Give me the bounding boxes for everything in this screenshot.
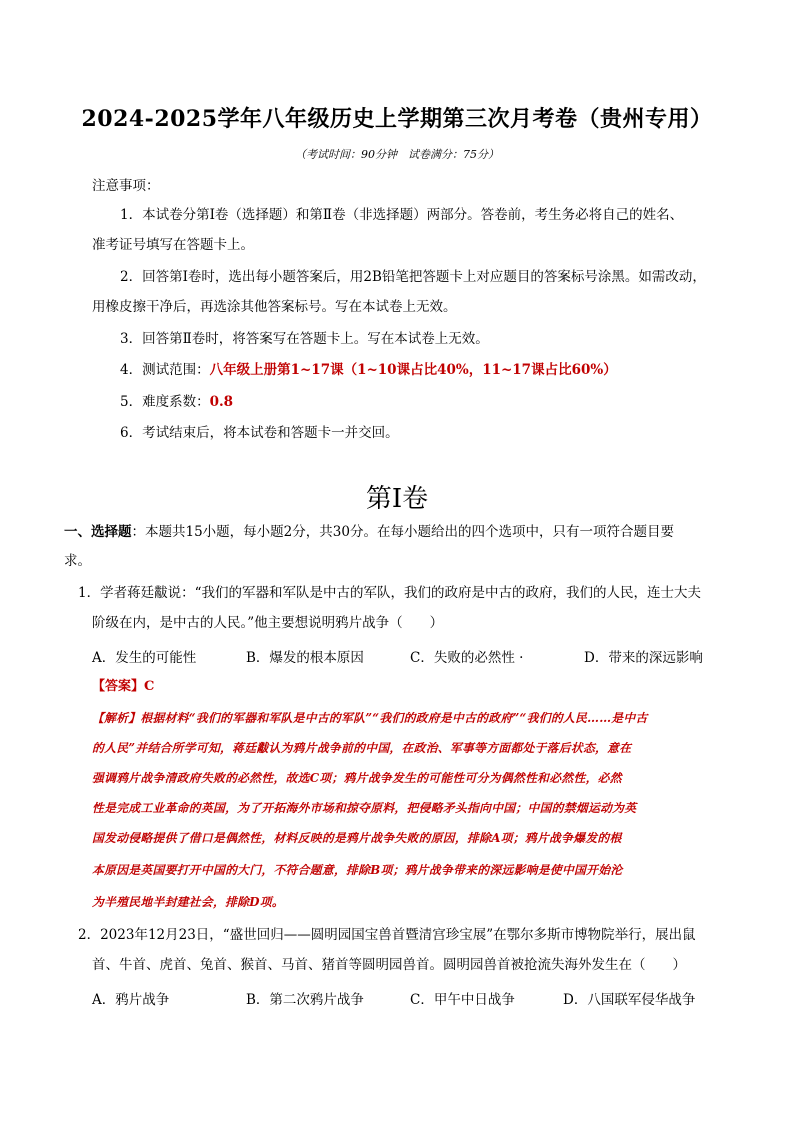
notice-item-2-cont: 用橡皮擦干净后，再选涂其他答案标号。写在本试卷上无效。 [92,299,457,315]
q1-analysis-line: 的人民”并结合所学可知，蒋廷黻认为鸦片战争前的中国，在政治、军事等方面都处于落后状态，意在 [92,741,632,755]
notice-item-4 [120,361,617,379]
q1-option-b: B．爆发的根本原因 [246,650,364,666]
q2-option-a: A．鸦片战争 [92,992,170,1008]
test-scope: 八年级上册第1~17课（1~10课占比40%，11~17课占比60%） [209,362,617,378]
notice-item-4-prefix: 4．测试范围： [120,362,210,378]
q1-analysis-line: 本原因是英国要打开中国的大门，不符合题意，排除B项；鸦片战争带来的深远影响是使中国开始沦 [92,863,623,877]
q1-stem-cont: 阶级在内，是中古的人民。”他主要想说明鸦片战争（ ） [92,615,444,631]
q2-stem: 2．2023年12月23日，“盛世回归——圆明园国宝兽首暨清宫珍宝展”在鄂尔多斯市博物院举行，展出鼠 [78,927,696,943]
q1-analysis-line: 【解析】根据材料“我们的军器和军队是中古的军队”“我们的政府是中古的政府”“我们的人民……是中古 [92,711,648,725]
notice-item-6: 6．考试结束后，将本试卷和答题卡一并交回。 [120,425,399,441]
q1-analysis-line: 国发动侵略提供了借口是偶然性，材料反映的是鸦片战争失败的原因，排除A项；鸦片战争爆发的根 [92,831,622,845]
q2-option-c: C．甲午中日战争 [410,992,515,1008]
q1-analysis-line: 强调鸦片战争清政府失败的必然性，故选C项；鸦片战争发生的可能性可分为偶然性和必然性，必然 [92,771,622,785]
part1-text: ：本题共15小题，每小题2分，共30分。在每小题给出的四个选项中，只有一项符合题目要 [131,524,674,540]
q2-stem-cont: 首、牛首、虎首、兔首、猴首、马首、猪首等圆明园兽首。圆明园兽首被抢流失海外发生在（ ） [92,957,686,973]
q2-option-d: D．八国联军侵华战争 [563,992,696,1008]
q1-option-c: C．失败的必然性 · [410,650,524,666]
q1-analysis-line: 为半殖民地半封建社会，排除D项。 [92,895,284,909]
page-title: 2024-2025学年八年级历史上学期第三次月考卷（贵州专用） [81,106,713,132]
part1-instructions [64,523,674,541]
notice-heading: 注意事项： [92,178,160,194]
part1-label: 一、选择题 [64,524,132,540]
q1-stem: 1．学者蒋廷黻说：“我们的军器和军队是中古的军队，我们的政府是中古的政府，我们的人民，连士大夫 [78,585,701,601]
part1-instructions-cont: 求。 [64,553,91,569]
q1-option-a: A．发生的可能性 [92,650,197,666]
notice-item-2: 2．回答第Ⅰ卷时，选出每小题答案后，用2B铅笔把答题卡上对应题目的答案标号涂黑。如需改动， [120,269,706,285]
q1-option-d: D．带来的深远影响 [584,650,703,666]
exam-info: （考试时间：90分钟 试卷满分：75分） [295,148,499,161]
notice-item-5 [120,393,233,411]
section-title: 第Ⅰ卷 [365,484,429,514]
notice-item-1-cont: 准考证号填写在答题卡上。 [92,237,254,253]
q2-option-b: B．第二次鸦片战争 [246,992,364,1008]
difficulty-value: 0.8 [209,394,234,410]
notice-item-5-prefix: 5．难度系数： [120,394,210,410]
q1-analysis-line: 性是完成工业革命的英国，为了开拓海外市场和掠夺原料，把侵略矛头指向中国；中国的禁烟运动为英 [92,801,637,815]
notice-item-1: 1．本试卷分第Ⅰ卷（选择题）和第Ⅱ卷（非选择题）两部分。答卷前，考生务必将自己的姓名、 [120,207,684,223]
notice-item-3: 3．回答第Ⅱ卷时，将答案写在答题卡上。写在本试卷上无效。 [120,331,489,347]
q1-answer: 【答案】C [92,679,155,694]
